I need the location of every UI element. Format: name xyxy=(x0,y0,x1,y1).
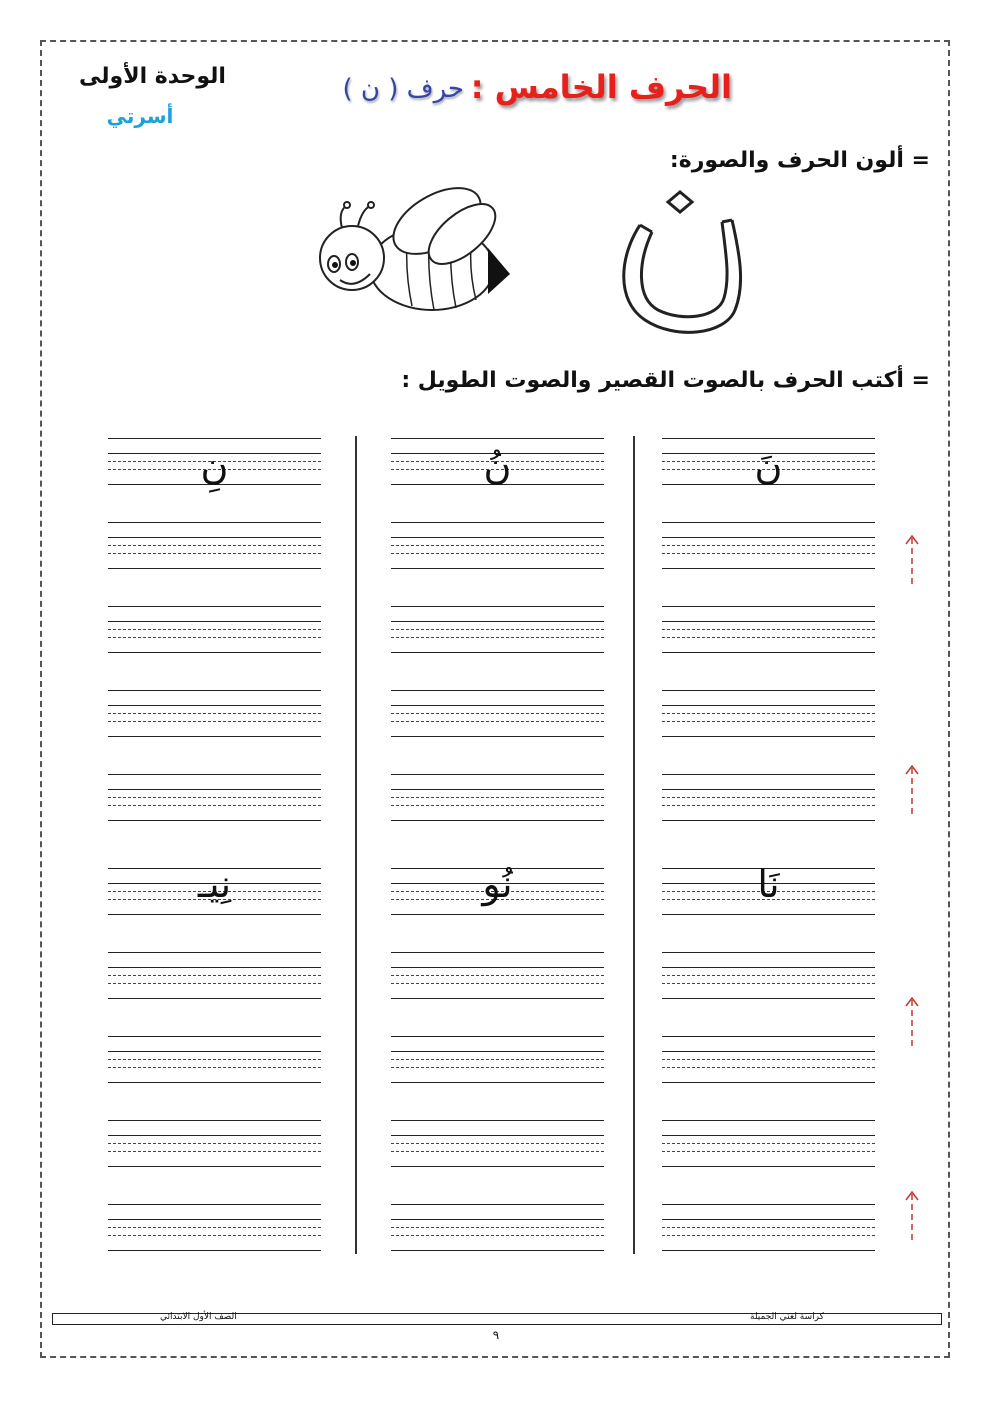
guide-line-dashed xyxy=(662,1059,875,1060)
writing-lines xyxy=(662,952,875,1002)
guide-line xyxy=(108,1250,321,1251)
guide-line-dashed xyxy=(391,805,604,806)
guide-line-dashed xyxy=(662,1227,875,1228)
guide-line-dashed xyxy=(108,553,321,554)
lesson-letter: حرف ( ن ) xyxy=(342,74,464,104)
guide-line xyxy=(108,1166,321,1167)
guide-line-dashed xyxy=(662,1151,875,1152)
writing-lines xyxy=(108,1036,321,1086)
guide-line-dashed xyxy=(662,1235,875,1236)
guide-line xyxy=(108,568,321,569)
guide-line xyxy=(108,774,321,775)
guide-line-dashed xyxy=(662,1143,875,1144)
writing-lines xyxy=(108,1120,321,1170)
writing-lines xyxy=(108,522,321,572)
guide-line-dashed xyxy=(108,797,321,798)
writing-lines xyxy=(391,1036,604,1086)
guide-line-dashed xyxy=(391,637,604,638)
guide-line xyxy=(391,522,604,523)
guide-line xyxy=(662,438,875,439)
guide-line xyxy=(391,1051,604,1052)
guide-line-dashed xyxy=(108,805,321,806)
guide-line xyxy=(662,952,875,953)
guide-line xyxy=(391,690,604,691)
guide-line-dashed xyxy=(391,1067,604,1068)
write-instruction: = أكتب الحرف بالصوت القصير والصوت الطويل : xyxy=(401,368,930,393)
writing-lines xyxy=(391,606,604,656)
guide-line xyxy=(391,736,604,737)
writing-lines xyxy=(662,690,875,740)
writing-lines xyxy=(391,690,604,740)
guide-line xyxy=(108,1204,321,1205)
guide-line xyxy=(108,522,321,523)
guide-line-dashed xyxy=(391,721,604,722)
guide-line-dashed xyxy=(108,629,321,630)
guide-line-dashed xyxy=(391,1059,604,1060)
writing-lines xyxy=(391,522,604,572)
guide-line xyxy=(391,1082,604,1083)
guide-line-dashed xyxy=(391,629,604,630)
guide-line xyxy=(108,998,321,999)
guide-line xyxy=(108,967,321,968)
guide-line xyxy=(662,652,875,653)
writing-direction-arrow-icon xyxy=(902,532,922,588)
writing-lines xyxy=(662,606,875,656)
guide-line xyxy=(391,1250,604,1251)
writing-lines xyxy=(662,1120,875,1170)
guide-line xyxy=(662,1082,875,1083)
guide-line-dashed xyxy=(108,721,321,722)
guide-line xyxy=(662,537,875,538)
long-vowel-alif: نَا xyxy=(757,862,780,906)
bee-icon xyxy=(312,176,522,326)
guide-line xyxy=(108,621,321,622)
page-number: ٩ xyxy=(492,1328,500,1342)
guide-line xyxy=(391,952,604,953)
guide-line-dashed xyxy=(108,975,321,976)
guide-line xyxy=(662,1166,875,1167)
writing-lines xyxy=(108,952,321,1002)
short-vowel-kasra: نِ xyxy=(200,444,229,488)
guide-line-dashed xyxy=(391,1151,604,1152)
guide-line xyxy=(108,606,321,607)
short-vowel-fatha: نَ xyxy=(754,444,783,488)
guide-line xyxy=(108,438,321,439)
writing-lines xyxy=(108,690,321,740)
guide-line-dashed xyxy=(108,1059,321,1060)
guide-line xyxy=(391,1120,604,1121)
guide-line-dashed xyxy=(391,1143,604,1144)
guide-line xyxy=(662,1036,875,1037)
guide-line xyxy=(108,914,321,915)
guide-line xyxy=(662,789,875,790)
short-vowel-damma: نُ xyxy=(483,444,512,488)
guide-line xyxy=(391,820,604,821)
writing-lines xyxy=(108,1204,321,1254)
guide-line-dashed xyxy=(108,1067,321,1068)
guide-line xyxy=(108,1082,321,1083)
guide-line-dashed xyxy=(108,1235,321,1236)
guide-line-dashed xyxy=(391,797,604,798)
guide-line xyxy=(108,537,321,538)
guide-line xyxy=(391,774,604,775)
guide-line-dashed xyxy=(391,713,604,714)
guide-line xyxy=(108,952,321,953)
guide-line-dashed xyxy=(391,545,604,546)
writing-lines xyxy=(662,522,875,572)
guide-line-dashed xyxy=(662,805,875,806)
guide-line xyxy=(662,914,875,915)
guide-line xyxy=(391,789,604,790)
guide-line-dashed xyxy=(108,545,321,546)
lesson-title: الحرف الخامس : xyxy=(470,68,732,106)
guide-line xyxy=(662,1219,875,1220)
guide-line xyxy=(391,1219,604,1220)
writing-lines xyxy=(391,1120,604,1170)
guide-line-dashed xyxy=(108,713,321,714)
guide-line xyxy=(662,522,875,523)
guide-line xyxy=(108,1219,321,1220)
guide-line-dashed xyxy=(108,1227,321,1228)
guide-line xyxy=(662,1250,875,1251)
guide-line xyxy=(662,621,875,622)
guide-line-dashed xyxy=(662,983,875,984)
guide-line-dashed xyxy=(662,975,875,976)
guide-line xyxy=(391,606,604,607)
guide-line xyxy=(662,998,875,999)
guide-line xyxy=(662,1120,875,1121)
guide-line-dashed xyxy=(391,983,604,984)
guide-line xyxy=(108,1120,321,1121)
guide-line-dashed xyxy=(662,637,875,638)
guide-line xyxy=(662,606,875,607)
writing-lines xyxy=(108,774,321,824)
writing-lines xyxy=(662,774,875,824)
writing-lines xyxy=(391,952,604,1002)
unit-title: الوحدة الأولى xyxy=(79,64,226,89)
footer-grade: الصف الأول الابتدائي xyxy=(160,1312,237,1322)
guide-line xyxy=(391,705,604,706)
guide-line xyxy=(391,621,604,622)
guide-line xyxy=(662,736,875,737)
guide-line xyxy=(391,1036,604,1037)
column-divider xyxy=(355,436,357,1254)
guide-line-dashed xyxy=(662,553,875,554)
long-vowel-waw: نُو xyxy=(482,862,513,906)
guide-line xyxy=(108,652,321,653)
writing-direction-arrow-icon xyxy=(902,762,922,818)
guide-line xyxy=(391,967,604,968)
guide-line-dashed xyxy=(108,1143,321,1144)
guide-line-dashed xyxy=(391,975,604,976)
footer-notebook-name: كراسة لغتي الجميلة xyxy=(750,1312,824,1322)
guide-line xyxy=(391,1135,604,1136)
column-divider xyxy=(633,436,635,1254)
guide-line xyxy=(662,774,875,775)
guide-line xyxy=(108,1036,321,1037)
guide-line xyxy=(391,438,604,439)
guide-line xyxy=(391,1166,604,1167)
writing-lines xyxy=(662,1036,875,1086)
guide-line xyxy=(108,736,321,737)
long-vowel-ya: نِيـ xyxy=(197,862,232,906)
writing-lines xyxy=(391,774,604,824)
guide-line xyxy=(391,998,604,999)
guide-line-dashed xyxy=(662,797,875,798)
writing-lines xyxy=(662,1204,875,1254)
guide-line xyxy=(108,705,321,706)
guide-line xyxy=(391,652,604,653)
guide-line-dashed xyxy=(108,637,321,638)
guide-line xyxy=(391,537,604,538)
guide-line xyxy=(108,1135,321,1136)
guide-line-dashed xyxy=(662,721,875,722)
guide-line-dashed xyxy=(662,713,875,714)
unit-subtitle: أسرتي xyxy=(106,104,174,128)
guide-line-dashed xyxy=(108,983,321,984)
guide-line xyxy=(662,1204,875,1205)
color-instruction: = ألون الحرف والصورة: xyxy=(669,148,930,173)
guide-line-dashed xyxy=(108,1151,321,1152)
guide-line xyxy=(662,1051,875,1052)
guide-line xyxy=(662,690,875,691)
guide-line xyxy=(108,690,321,691)
writing-lines xyxy=(391,1204,604,1254)
writing-lines xyxy=(108,606,321,656)
guide-line-dashed xyxy=(391,1235,604,1236)
guide-line-dashed xyxy=(662,545,875,546)
guide-line xyxy=(662,967,875,968)
guide-line xyxy=(108,789,321,790)
guide-line xyxy=(391,1204,604,1205)
writing-direction-arrow-icon xyxy=(902,994,922,1050)
guide-line xyxy=(108,1051,321,1052)
guide-line xyxy=(108,820,321,821)
letter-noon-outline xyxy=(600,180,760,350)
guide-line xyxy=(662,820,875,821)
guide-line xyxy=(662,1135,875,1136)
guide-line-dashed xyxy=(391,1227,604,1228)
guide-line xyxy=(391,914,604,915)
guide-line-dashed xyxy=(662,1067,875,1068)
guide-line xyxy=(662,705,875,706)
guide-line xyxy=(662,568,875,569)
writing-direction-arrow-icon xyxy=(902,1188,922,1244)
guide-line-dashed xyxy=(662,629,875,630)
guide-line-dashed xyxy=(391,553,604,554)
guide-line xyxy=(391,568,604,569)
